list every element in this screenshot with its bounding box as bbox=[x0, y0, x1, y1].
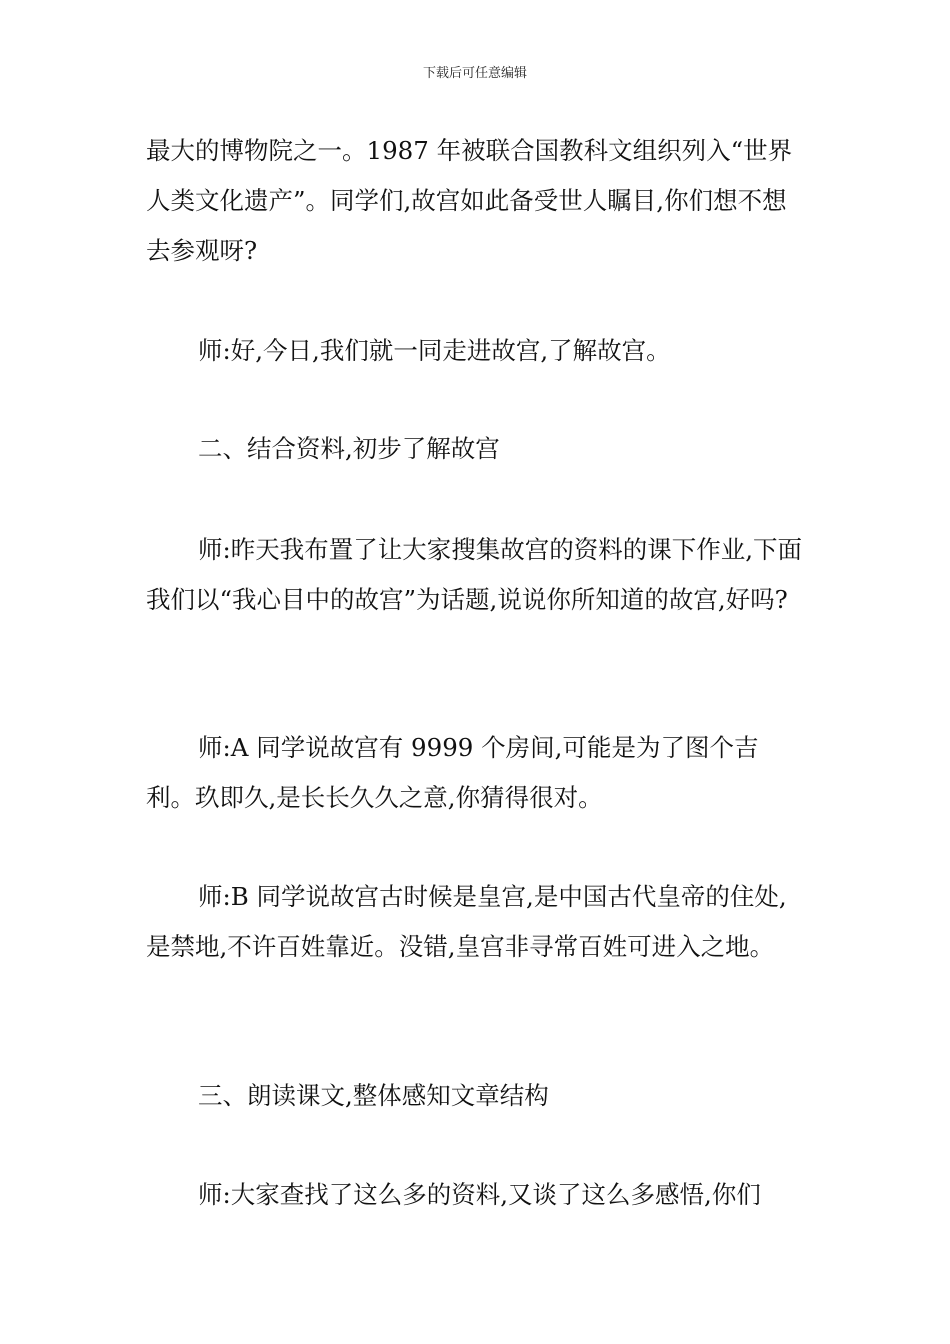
paragraph-closing bbox=[146, 1170, 806, 1220]
section-heading-3 bbox=[146, 1071, 806, 1121]
paragraph-text: 师:昨天我布置了让大家搜集故宫的资料的课下作业,下面我们以“我心目中的故宫”为话题,说说你所知道的故宫,好吗? bbox=[146, 535, 803, 614]
paragraph-text: 师:大家查找了这么多的资料,又谈了这么多感悟,你们 bbox=[198, 1180, 761, 1209]
section-title: 二、结合资料,初步了解故宫 bbox=[198, 434, 500, 463]
section-title: 三、朗读课文,整体感知文章结构 bbox=[198, 1081, 549, 1110]
paragraph-student-b bbox=[146, 872, 806, 972]
paragraph-text: 师:好,今日,我们就一同走进故宫,了解故宫。 bbox=[198, 336, 671, 365]
paragraph-student-a bbox=[146, 723, 806, 823]
paragraph-intro bbox=[146, 126, 806, 276]
paragraph-text: 最大的博物院之一。1987 年被联合国教科文组织列入“世界人类文化遗产”。同学们,故宫如此备受世人瞩目,你们想不想去参观呀? bbox=[146, 136, 793, 265]
section-heading-2 bbox=[146, 424, 806, 474]
paragraph-text: 师:A 同学说故宫有 9999 个房间,可能是为了图个吉利。玖即久,是长长久久之意,你猜得很对。 bbox=[146, 733, 759, 812]
page-header-note: 下载后可任意编辑 bbox=[422, 66, 527, 81]
paragraph-text: 师:B 同学说故宫古时候是皇宫,是中国古代皇帝的住处,是禁地,不许百姓靠近。没错,皇宫非寻常百姓可进入之地。 bbox=[146, 882, 787, 961]
paragraph-teacher-intro bbox=[146, 326, 806, 376]
paragraph-homework bbox=[146, 525, 806, 625]
